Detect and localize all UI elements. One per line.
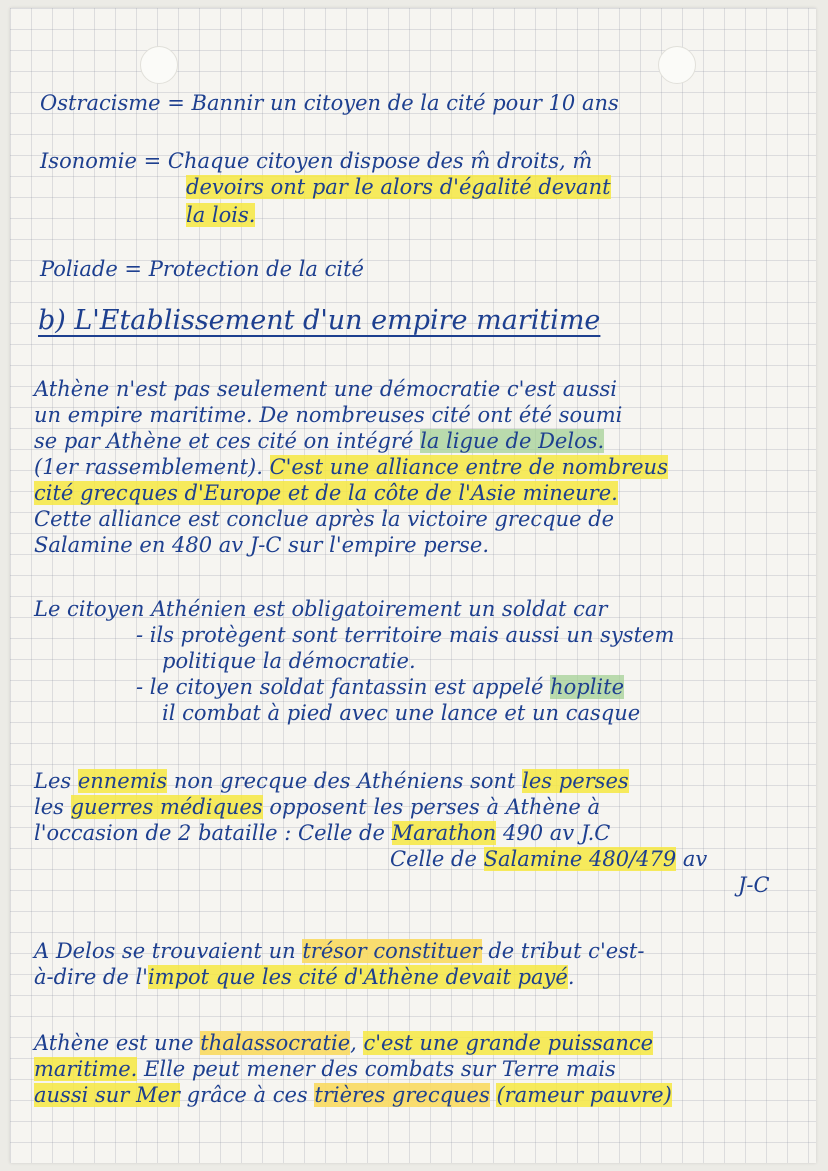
definition-text: la lois. <box>186 203 256 227</box>
definition-separator: = <box>136 149 168 173</box>
text-segment: av <box>676 847 708 871</box>
highlighted-text: aussi sur Mer <box>34 1083 180 1107</box>
highlighted-text: (rameur pauvre) <box>496 1083 672 1107</box>
paragraph-5-line-3 <box>34 1082 672 1108</box>
bullet-2 <box>136 674 624 700</box>
definition-term: Poliade <box>40 257 118 281</box>
highlighted-text: guerres médiques <box>70 795 263 819</box>
text-segment: se par Athène et ces cité on intégré <box>34 429 421 453</box>
text-segment: à-dire de l' <box>34 965 148 989</box>
bullet-text: ils protègent sont territoire mais aussi un system <box>149 623 675 647</box>
definition-isonomie-line3 <box>186 202 255 228</box>
highlighted-text: hoplite <box>550 675 625 699</box>
definition-text: Protection de la cité <box>148 257 364 281</box>
definition-text: Bannir un citoyen de la cité pour 10 ans <box>191 91 619 115</box>
bullet-1-line-2: politique la démocratie. <box>162 649 416 673</box>
highlighted-text: Salamine 480/479 <box>483 847 677 871</box>
paragraph-3-line-2 <box>34 794 600 820</box>
highlighted-text: trières grecques <box>314 1083 490 1107</box>
paragraph-1-line-1: Athène n'est pas seulement une démocratie c'est aussi <box>34 377 618 401</box>
highlighted-text: ennemis <box>77 769 168 793</box>
paragraph-5-line-2 <box>34 1056 616 1082</box>
text-segment: Celle de <box>390 847 484 871</box>
notebook-page <box>10 8 816 1163</box>
bullet-2-line-2: il combat à pied avec une lance et un casque <box>162 701 641 725</box>
highlighted-text: cité grecques d'Europe et de la côte de l'Asie mineure. <box>34 481 618 505</box>
bullet-marker: - <box>136 623 144 647</box>
highlighted-text: c'est une grande puissance <box>363 1031 654 1055</box>
bullet-1 <box>136 622 674 648</box>
bullet-marker: - <box>136 675 144 699</box>
definition-text: devoirs ont par le alors d'égalité devant <box>186 175 611 199</box>
text-segment: les <box>34 795 71 819</box>
definition-isonomie-line2 <box>186 174 611 200</box>
text-segment: A Delos se trouvaient un <box>34 939 303 963</box>
paragraph-1-line-7: Salamine en 480 av J-C sur l'empire perse. <box>34 533 490 557</box>
highlighted-text: C'est une alliance entre de nombreus <box>269 455 668 479</box>
paragraph-3-line-4 <box>390 846 707 872</box>
text-segment: (1er rassemblement). <box>34 455 270 479</box>
binder-hole-left <box>140 46 178 84</box>
paragraph-1-line-2: un empire maritime. De nombreuses cité ont été soumi <box>34 403 623 427</box>
text-segment: non grecque des Athéniens sont <box>167 769 523 793</box>
text-segment: de tribut c'est- <box>481 939 645 963</box>
paragraph-1-line-4 <box>34 454 668 480</box>
paragraph-1-line-3 <box>34 428 604 454</box>
highlighted-text: Marathon <box>391 821 497 845</box>
highlighted-text: thalassocratie <box>200 1031 351 1055</box>
paragraph-1-line-6: Cette alliance est conclue après la victoire grecque de <box>34 507 615 531</box>
highlighted-text: les perses <box>522 769 629 793</box>
paragraph-4-line-2 <box>34 964 575 990</box>
definition-separator: = <box>160 91 192 115</box>
highlighted-text: trésor constituer <box>302 939 482 963</box>
highlighted-text: impot que les cité d'Athène devait payé <box>147 965 568 989</box>
paragraph-3-line-1 <box>34 768 629 794</box>
definition-text: Chaque citoyen dispose des m̂ droits, m̂ <box>167 149 593 173</box>
definition-ostracisme <box>40 90 619 116</box>
definition-poliade <box>40 256 364 282</box>
text-segment: , <box>350 1031 364 1055</box>
text-segment: l'occasion de 2 bataille : Celle de <box>34 821 392 845</box>
paragraph-5-line-1 <box>34 1030 653 1056</box>
paragraph-3-line-3 <box>34 820 610 846</box>
highlighted-text: maritime. <box>34 1057 138 1081</box>
text-segment: . <box>567 965 575 989</box>
definition-term: Ostracisme <box>40 91 161 115</box>
text-segment: 490 av J.C <box>496 821 611 845</box>
paragraph-3-line-5: J-C <box>738 873 770 897</box>
text-segment: Athène est une <box>34 1031 201 1055</box>
binder-hole-right <box>658 46 696 84</box>
section-title: b) L'Etablissement d'un empire maritime <box>38 305 601 336</box>
definition-isonomie <box>40 148 592 174</box>
text-segment: Les <box>34 769 78 793</box>
paragraph-4-line-1 <box>34 938 644 964</box>
text-segment: grâce à ces <box>179 1083 315 1107</box>
text-segment: Elle peut mener des combats sur Terre mais <box>137 1057 616 1081</box>
definition-term: Isonomie <box>40 149 137 173</box>
paragraph-2-line-1: Le citoyen Athénien est obligatoirement un soldat car <box>34 597 608 621</box>
text-segment: opposent les perses à Athène à <box>262 795 601 819</box>
highlighted-text: la ligue de Delos. <box>420 429 605 453</box>
definition-separator: = <box>117 257 149 281</box>
bullet-text: le citoyen soldat fantassin est appelé <box>149 675 551 699</box>
paragraph-1-line-5 <box>34 480 618 506</box>
